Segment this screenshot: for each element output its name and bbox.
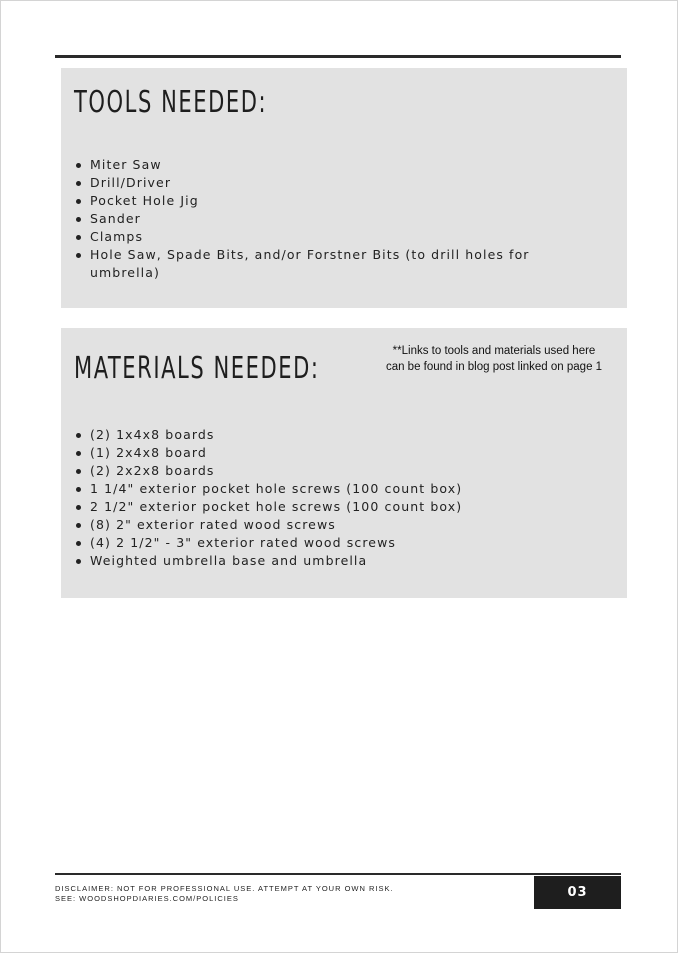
links-note-line: **Links to tools and materials used here — [392, 345, 596, 357]
links-note — [369, 343, 619, 375]
footer-disclaimer — [55, 884, 394, 904]
footer-divider — [55, 873, 621, 875]
list-item: (8) 2" exterior rated wood screws — [75, 516, 555, 534]
disclaimer-line: DISCLAIMER: NOT FOR PROFESSIONAL USE. ATTEMPT AT YOUR OWN RISK. — [55, 884, 394, 893]
list-item: 2 1/2" exterior pocket hole screws (100 count box) — [75, 498, 555, 516]
tools-list — [75, 156, 545, 282]
top-divider — [55, 55, 621, 58]
list-item: (4) 2 1/2" - 3" exterior rated wood screws — [75, 534, 555, 552]
list-item: Pocket Hole Jig — [75, 192, 545, 210]
page-number: 03 — [534, 876, 621, 909]
list-item: Sander — [75, 210, 545, 228]
tools-section — [61, 68, 627, 308]
materials-section — [61, 328, 627, 598]
list-item: Hole Saw, Spade Bits, and/or Forstner Bits (to drill holes for umbrella) — [75, 246, 545, 282]
list-item: (2) 2x2x8 boards — [75, 462, 555, 480]
list-item: (1) 2x4x8 board — [75, 444, 555, 462]
list-item: Miter Saw — [75, 156, 545, 174]
list-item: Drill/Driver — [75, 174, 545, 192]
list-item: Weighted umbrella base and umbrella — [75, 552, 555, 570]
tools-title: TOOLS NEEDED: — [74, 85, 268, 120]
links-note-line: can be found in blog post linked on page 1 — [385, 361, 603, 373]
list-item: 1 1/4" exterior pocket hole screws (100 count box) — [75, 480, 555, 498]
list-item: Clamps — [75, 228, 545, 246]
list-item: (2) 1x4x8 boards — [75, 426, 555, 444]
materials-title: MATERIALS NEEDED: — [74, 351, 320, 386]
disclaimer-line: SEE: WOODSHOPDIARIES.COM/POLICIES — [55, 894, 239, 903]
materials-list — [75, 426, 555, 570]
